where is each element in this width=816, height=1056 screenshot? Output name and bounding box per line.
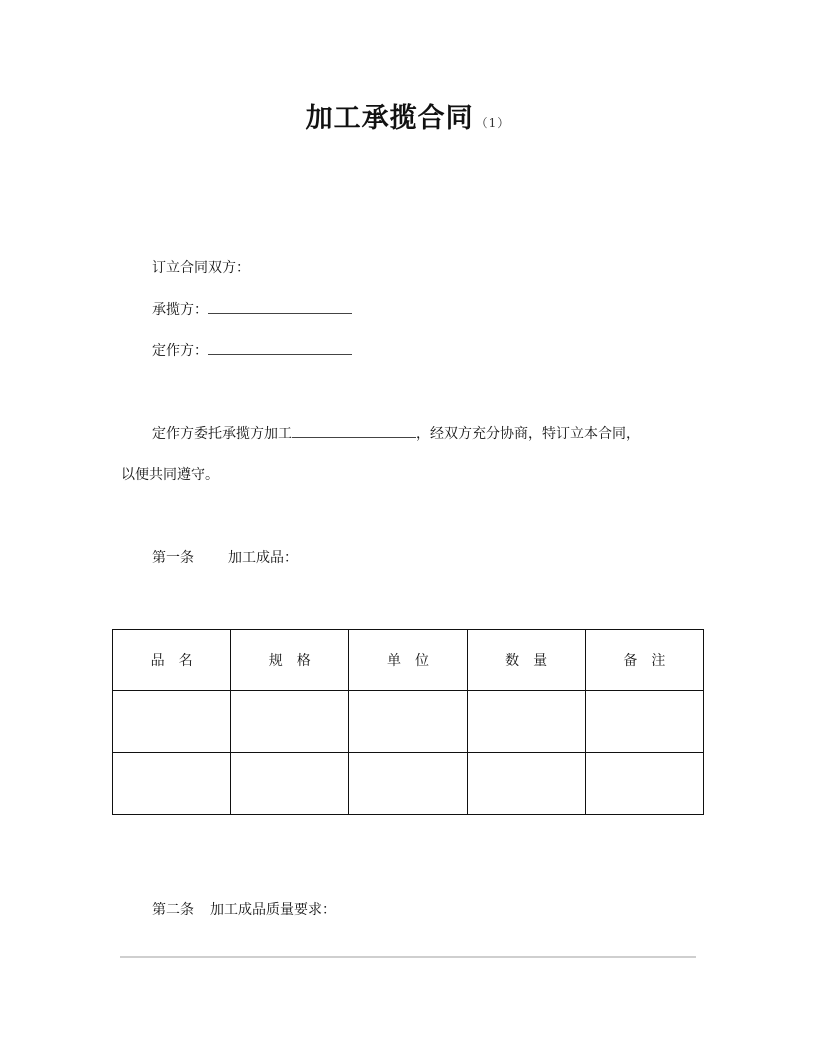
header-product-name: 品名 bbox=[113, 630, 231, 691]
article-1-heading bbox=[152, 547, 298, 567]
table-cell[interactable] bbox=[113, 753, 231, 815]
table-cell[interactable] bbox=[585, 753, 703, 815]
parties-heading: 订立合同双方： bbox=[152, 260, 250, 276]
contractor-line bbox=[152, 299, 352, 319]
contractor-blank[interactable] bbox=[208, 299, 352, 314]
title-text: 加工承揽合同 bbox=[305, 103, 474, 134]
contractor-label: 承揽方： bbox=[152, 302, 208, 318]
product-blank[interactable] bbox=[292, 423, 416, 438]
products-table bbox=[112, 629, 704, 815]
header-remarks: 备注 bbox=[585, 630, 703, 691]
table-row bbox=[113, 753, 704, 815]
client-line bbox=[152, 340, 352, 360]
intro-line-1 bbox=[152, 423, 640, 443]
header-quantity: 数量 bbox=[467, 630, 585, 691]
table-cell[interactable] bbox=[585, 691, 703, 753]
client-blank[interactable] bbox=[208, 340, 352, 355]
client-label: 定作方： bbox=[152, 343, 208, 359]
table-cell[interactable] bbox=[113, 691, 231, 753]
table-cell[interactable] bbox=[349, 691, 467, 753]
article-2-heading bbox=[152, 899, 336, 919]
table-cell[interactable] bbox=[231, 753, 349, 815]
table-cell[interactable] bbox=[467, 691, 585, 753]
article-2-number: 第二条 bbox=[152, 902, 194, 918]
article-1-title: 加工成品： bbox=[228, 550, 298, 566]
article-2-title: 加工成品质量要求： bbox=[210, 902, 336, 918]
intro-line-2: 以便共同遵守。 bbox=[121, 467, 219, 483]
table-row bbox=[113, 691, 704, 753]
page-footer-divider bbox=[120, 956, 696, 958]
intro-suffix: ，经双方充分协商，特订立本合同， bbox=[416, 426, 640, 442]
table-cell[interactable] bbox=[467, 753, 585, 815]
header-specification: 规格 bbox=[231, 630, 349, 691]
header-unit: 单位 bbox=[349, 630, 467, 691]
table-header-row bbox=[113, 630, 704, 691]
intro-prefix: 定作方委托承揽方加工 bbox=[152, 426, 292, 442]
table-cell[interactable] bbox=[349, 753, 467, 815]
table-cell[interactable] bbox=[231, 691, 349, 753]
document-title bbox=[0, 96, 816, 135]
article-1-number: 第一条 bbox=[152, 550, 194, 566]
title-suffix: （1） bbox=[475, 116, 511, 130]
